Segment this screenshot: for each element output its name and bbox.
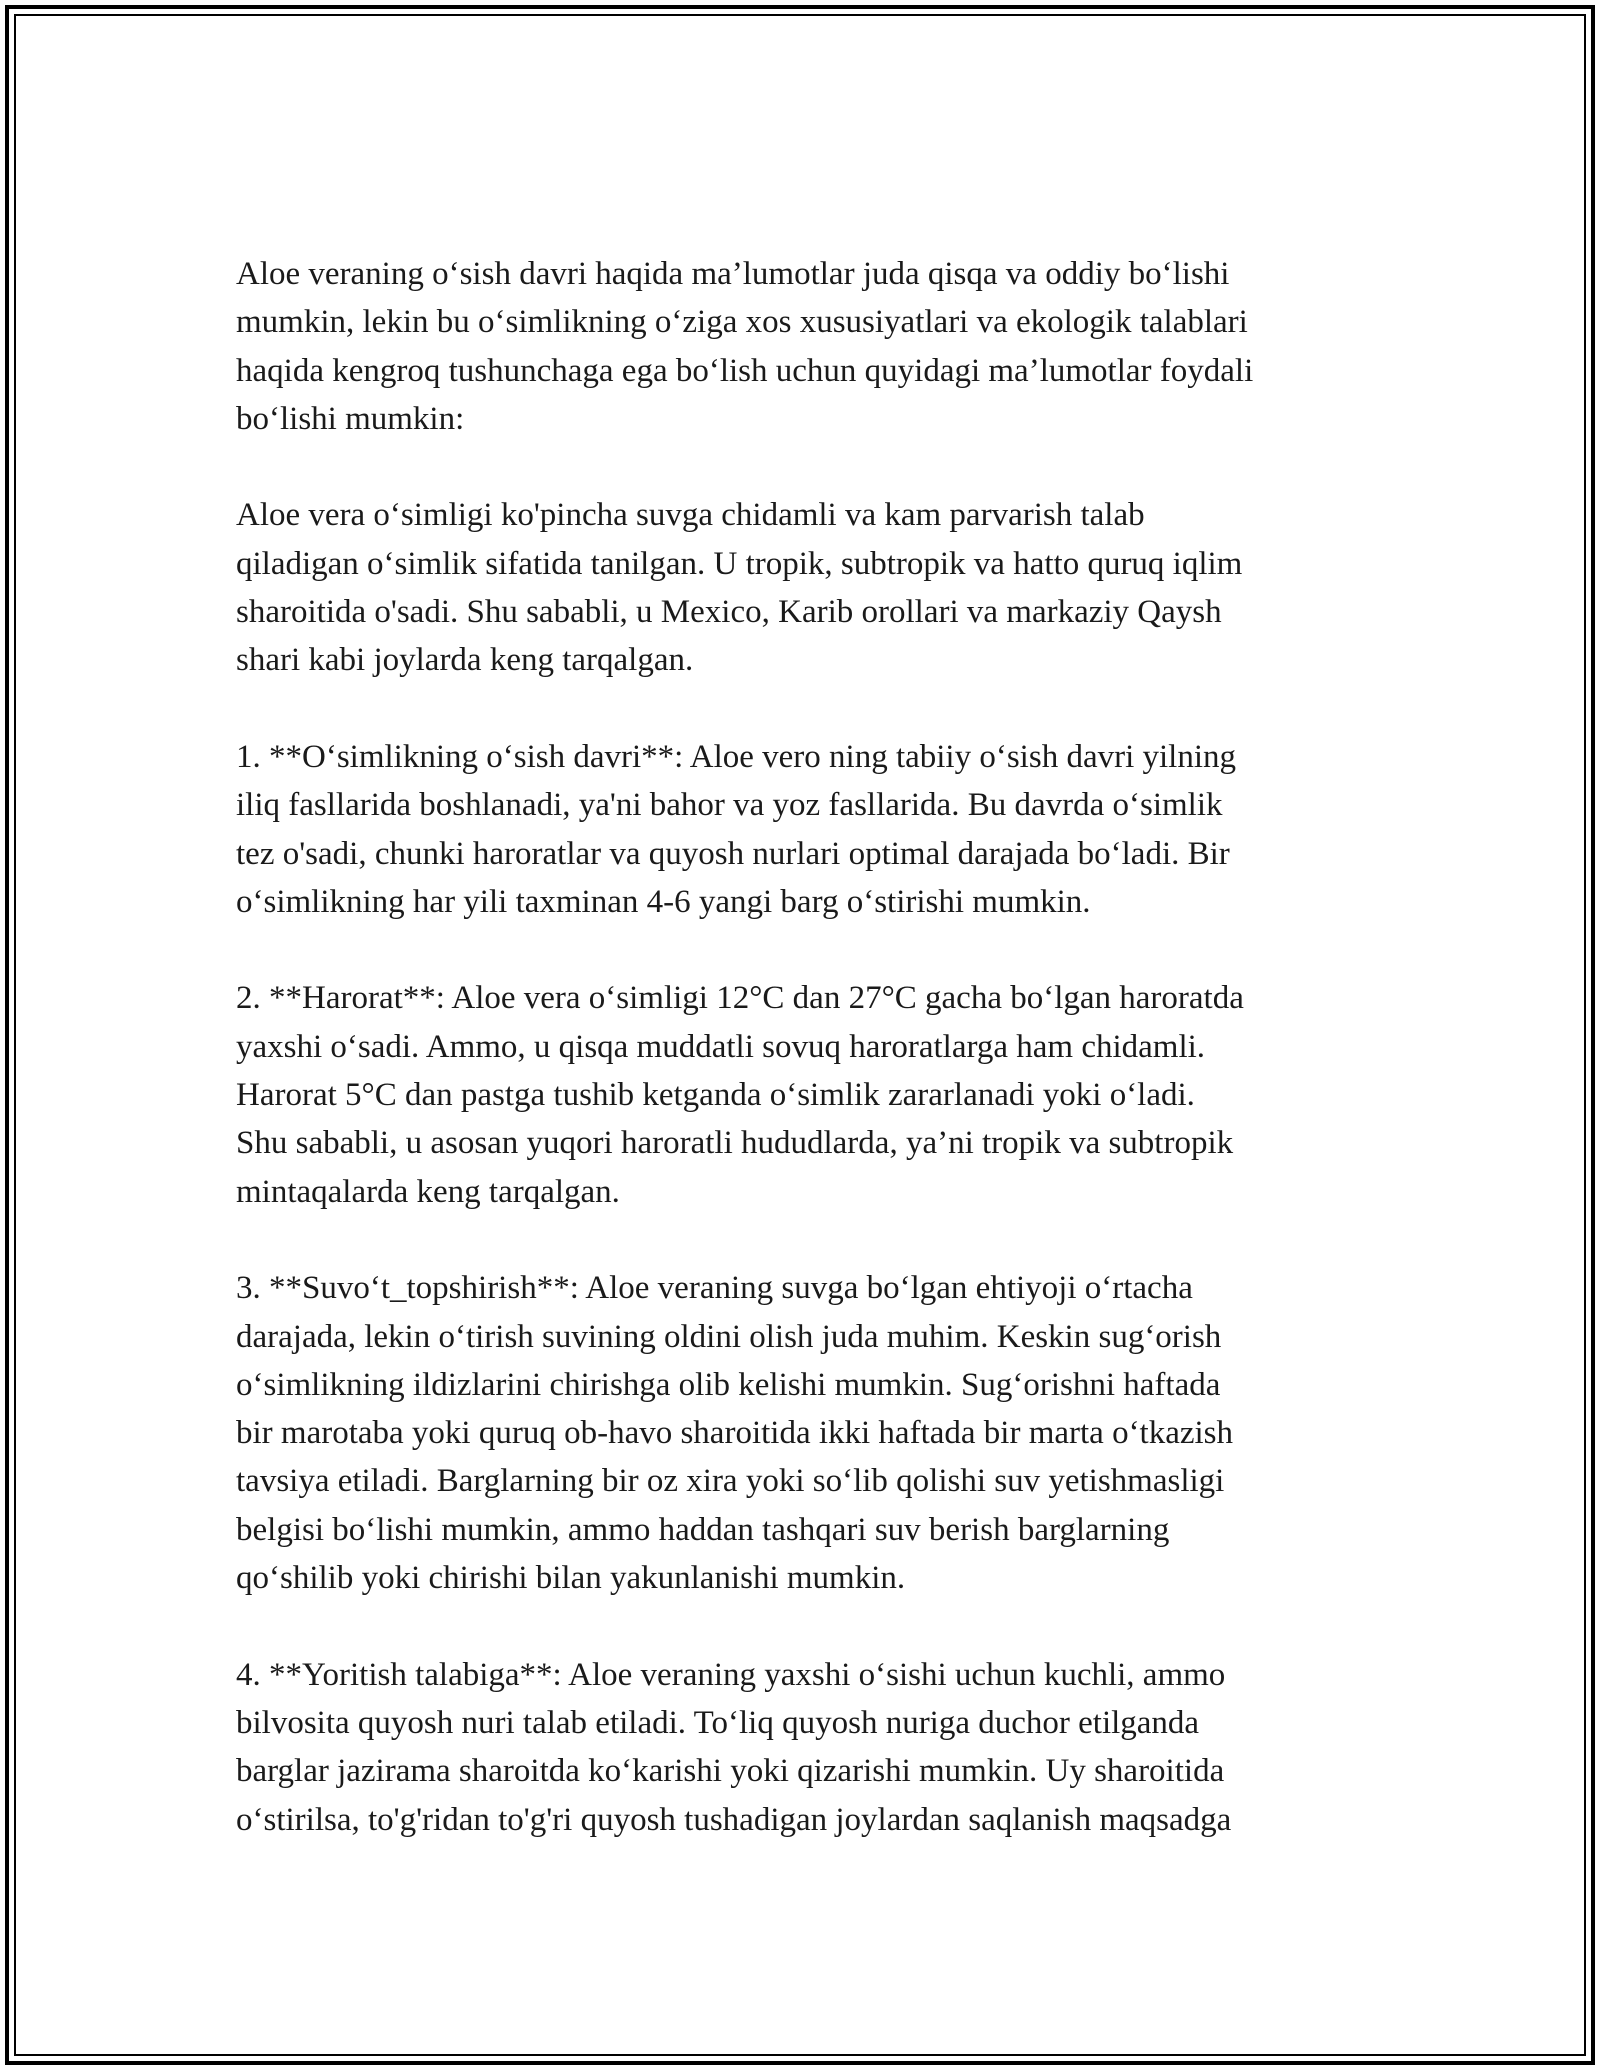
document-body <box>236 250 1376 1892</box>
list-item-temperature: 2. **Harorat**: Aloe vera o‘simligi 12°C dan 27°C gacha bo‘lgan haroratda yaxshi o‘sadi. Ammo, u qisqa muddatli sovuq haroratlarga ham chidamli. Harorat 5°C dan pastga tushib ketganda o‘simlik zararlanadi yoki o‘ladi. Shu sababli, u asosan yuqori haroratli hududlarda, ya’ni tropik va subtropik mintaqalarda keng tarqalgan. <box>236 980 1244 1210</box>
intro-paragraph: Aloe veraning o‘sish davri haqida ma’lumotlar juda qisqa va oddiy bo‘lishi mumkin, lekin bu o‘simlikning o‘ziga xos xususiyatlari va ekologik talablari haqida kengroq tushunchaga ega bo‘lish uchun quyidagi ma’lumotlar foydali bo‘lishi mumkin: <box>236 256 1254 437</box>
list-item-growth-period: 1. **O‘simlikning o‘sish davri**: Aloe vero ning tabiiy o‘sish davri yilning iliq fasllarida boshlanadi, ya'ni bahor va yoz fasllarida. Bu davrda o‘simlik tez o'sadi, chunki haroratlar va quyosh nurlari optimal darajada bo‘ladi. Bir o‘simlikning har yili taxminan 4-6 yangi barg o‘stirishi mumkin. <box>236 738 1237 920</box>
habitat-paragraph: Aloe vera o‘simligi ko'pincha suvga chidamli va kam parvarish talab qiladigan o‘simlik sifatida tanilgan. U tropik, subtropik va hatto quruq iqlim sharoitida o'sadi. Shu sababli, u Mexico, Karib orollari va markaziy Qaysh shari kabi joylarda keng tarqalgan. <box>236 497 1243 679</box>
list-item-watering: 3. **Suvo‘t_topshirish**: Aloe veraning suvga bo‘lgan ehtiyoji o‘rtacha darajada, lekin o‘tirish suvining oldini olish juda muhim. Keskin sug‘orish o‘simlikning ildizlarini chirishga olib kelishi mumkin. Sug‘orishni haftada bir marotaba yoki quruq ob-havo sharoitida ikki haftada bir marta o‘tkazish tavsiya etiladi. Barglarning bir oz xira yoki so‘lib qolishi suv yetishmasligi belgisi bo‘lishi mumkin, ammo haddan tashqari suv berish barglarning qo‘shilib yoki chirishi bilan yakunlanishi mumkin. <box>236 1270 1234 1597</box>
list-item-lighting: 4. **Yoritish talabiga**: Aloe veraning yaxshi o‘sishi uchun kuchli, ammo bilvosita quyosh nuri talab etiladi. To‘liq quyosh nuriga duchor etilganda barglar jazirama sharoitda ko‘karishi yoki qizarishi mumkin. Uy sharoitida o‘stirilsa, to'g'ridan to'g'ri quyosh tushadigan joylardan saqlanish maqsadga <box>236 1656 1232 1838</box>
